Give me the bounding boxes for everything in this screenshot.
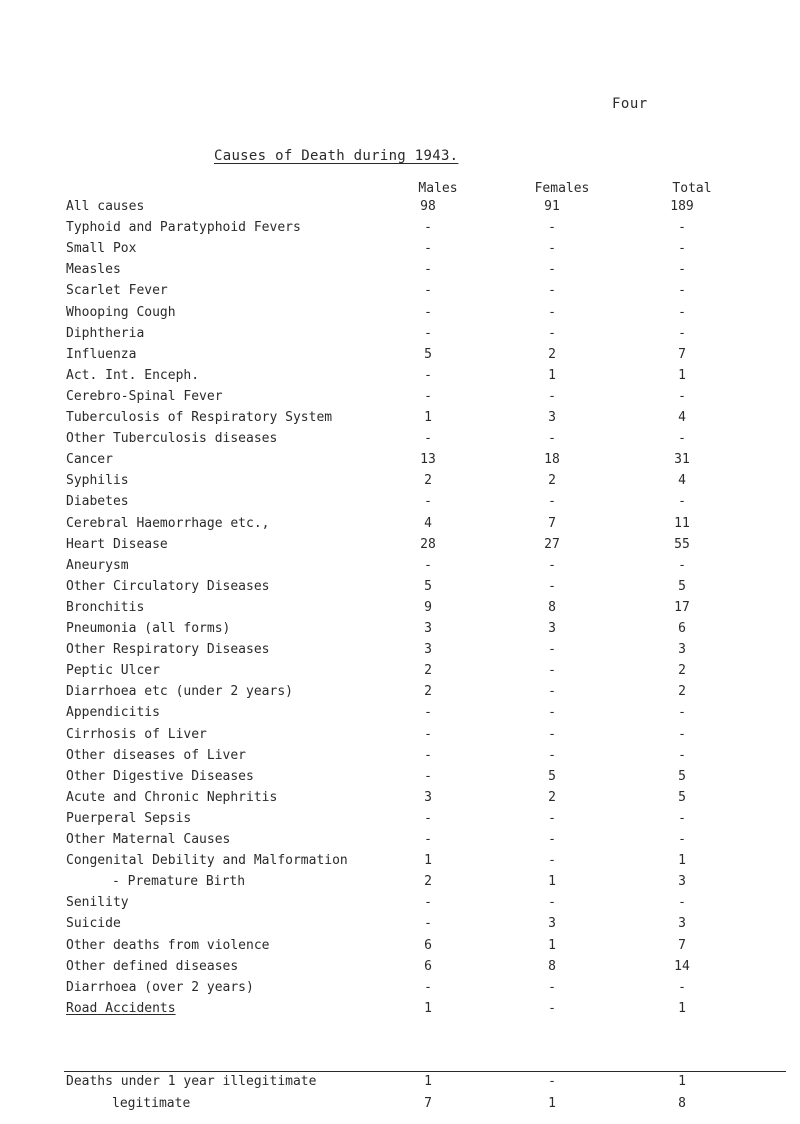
males-value: - (424, 283, 432, 299)
total-value: - (678, 241, 686, 257)
total-value: 17 (674, 599, 690, 615)
females-value: 3 (548, 916, 556, 932)
females-value: - (548, 494, 556, 510)
table-row (0, 811, 800, 831)
cause-label: Senility (66, 895, 129, 911)
females-value: - (548, 979, 556, 995)
cause-label: Scarlet Fever (66, 283, 168, 299)
females-value: 27 (544, 536, 560, 552)
total-value: - (678, 747, 686, 763)
males-value: - (424, 747, 432, 763)
total-value: 7 (678, 346, 686, 362)
total-value: - (678, 431, 686, 447)
cause-label: Cirrhosis of Liver (66, 726, 207, 742)
cause-label: Congenital Debility and Malformation (66, 853, 348, 869)
cause-label: - Premature Birth (112, 874, 246, 890)
table-row (0, 431, 800, 451)
total-value: - (678, 494, 686, 510)
total-value: 8 (678, 1096, 686, 1111)
males-value: - (424, 557, 432, 573)
females-value: - (548, 853, 556, 869)
table-row (0, 748, 800, 768)
males-value: - (424, 916, 432, 932)
males-value: - (424, 494, 432, 510)
males-value: - (424, 388, 432, 404)
total-value: - (678, 325, 686, 341)
cause-label: Tuberculosis of Respiratory System (66, 410, 333, 425)
males-value: - (424, 262, 432, 278)
table-row (0, 516, 800, 536)
total-value: - (678, 895, 686, 911)
females-value: 1 (548, 367, 556, 383)
females-value: - (548, 810, 556, 826)
total-value: - (678, 557, 686, 573)
females-value: - (548, 747, 556, 763)
females-value: 1 (548, 1096, 556, 1111)
cause-label: Appendicitis (66, 705, 160, 721)
females-value: - (548, 220, 556, 236)
females-value: 3 (548, 621, 556, 636)
total-value: - (678, 726, 686, 742)
cause-label: Other diseases of Liver (66, 747, 247, 763)
males-value: 3 (424, 789, 432, 805)
column-header-females: Females (534, 181, 590, 196)
cause-label: Other Digestive Diseases (66, 768, 254, 784)
total-value: 5 (678, 578, 686, 594)
females-value: - (548, 578, 556, 594)
cause-label: Deaths under 1 year illegitimate (66, 1074, 317, 1089)
males-value: - (424, 241, 432, 257)
females-value: - (548, 1000, 556, 1016)
cause-label: All causes (66, 199, 145, 214)
females-value: - (548, 684, 556, 700)
cause-label: Measles (66, 262, 121, 278)
total-value: 55 (674, 536, 690, 552)
males-value: - (424, 979, 432, 995)
cause-label: Other defined diseases (66, 958, 239, 974)
cause-label: Cerebral Haemorrhage etc., (66, 515, 270, 531)
cause-label: Other deaths from violence (66, 937, 270, 953)
males-value: 3 (424, 621, 432, 636)
total-value: 189 (670, 199, 694, 214)
males-value: 98 (420, 199, 436, 214)
females-value: - (548, 325, 556, 341)
table-row (0, 326, 800, 346)
total-value: 5 (678, 768, 686, 784)
cause-label: Heart Disease (66, 536, 168, 552)
total-value: - (678, 304, 686, 320)
table-row (0, 874, 800, 894)
females-value: 1 (548, 874, 556, 890)
table-row (0, 579, 800, 599)
total-value: 5 (678, 789, 686, 805)
males-value: 1 (424, 1000, 432, 1016)
total-value: 7 (678, 937, 686, 953)
table-row (0, 1074, 800, 1094)
males-value: 5 (424, 346, 432, 362)
table-row (0, 558, 800, 578)
cause-label: legitimate (112, 1096, 191, 1111)
cause-label: Diabetes (66, 494, 129, 510)
cause-label: Road Accidents (66, 1000, 176, 1016)
total-value: - (678, 262, 686, 278)
males-value: 5 (424, 578, 432, 594)
table-row (0, 663, 800, 683)
males-value: 2 (424, 874, 432, 890)
females-value: - (548, 557, 556, 573)
males-value: - (424, 810, 432, 826)
table-row (0, 790, 800, 810)
males-value: - (424, 325, 432, 341)
females-value: - (548, 832, 556, 847)
females-value: - (548, 241, 556, 257)
total-value: - (678, 388, 686, 404)
cause-label: Suicide (66, 916, 121, 932)
males-value: 3 (424, 642, 432, 658)
cause-label: Diphtheria (66, 325, 145, 341)
total-value: 6 (678, 621, 686, 636)
total-value: - (678, 705, 686, 721)
total-value: 4 (678, 473, 686, 489)
table-row (0, 537, 800, 557)
males-value: 2 (424, 684, 432, 700)
cause-label: Puerperal Sepsis (66, 810, 192, 826)
page-number: Four (612, 96, 648, 112)
table-row (0, 853, 800, 873)
females-value: 8 (548, 599, 556, 615)
table-row (0, 283, 800, 303)
table-row (0, 600, 800, 620)
table-row (0, 262, 800, 282)
males-value: 1 (424, 410, 432, 425)
cause-label: Pneumonia (all forms) (66, 621, 231, 636)
females-value: 2 (548, 789, 556, 805)
table-row (0, 832, 800, 852)
females-value: 7 (548, 515, 556, 531)
total-value: 11 (674, 515, 690, 531)
cause-label: Diarrhoea etc (under 2 years) (66, 684, 293, 700)
females-value: - (548, 895, 556, 911)
table-row (0, 220, 800, 240)
total-value: - (678, 979, 686, 995)
total-value: 2 (678, 684, 686, 700)
males-value: - (424, 304, 432, 320)
females-value: 2 (548, 473, 556, 489)
total-value: 1 (678, 1074, 686, 1089)
cause-label: Other Respiratory Diseases (66, 642, 270, 658)
females-value: - (548, 1074, 556, 1089)
table-row (0, 938, 800, 958)
cause-label: Peptic Ulcer (66, 663, 160, 679)
table-row (0, 473, 800, 493)
table-row (0, 452, 800, 472)
females-value: - (548, 283, 556, 299)
males-value: 2 (424, 473, 432, 489)
males-value: - (424, 895, 432, 911)
cause-label: Other Maternal Causes (66, 832, 231, 847)
total-value: 2 (678, 663, 686, 679)
males-value: 1 (424, 1074, 432, 1089)
table-row (0, 305, 800, 325)
total-value: - (678, 220, 686, 236)
females-value: - (548, 663, 556, 679)
males-value: - (424, 367, 432, 383)
females-value: - (548, 304, 556, 320)
total-value: 3 (678, 642, 686, 658)
table-row (0, 684, 800, 704)
cause-label: Syphilis (66, 473, 129, 489)
cause-label: Small Pox (66, 241, 137, 257)
females-value: 8 (548, 958, 556, 974)
total-value: - (678, 810, 686, 826)
cause-label: Other Tuberculosis diseases (66, 431, 278, 447)
total-value: - (678, 283, 686, 299)
table-row (0, 895, 800, 915)
total-value: 31 (674, 452, 690, 468)
table-divider (64, 1071, 786, 1072)
males-value: - (424, 832, 432, 847)
cause-label: Cerebro-Spinal Fever (66, 388, 223, 404)
females-value: 91 (544, 199, 560, 214)
males-value: - (424, 726, 432, 742)
table-row (0, 621, 800, 641)
table-row (0, 916, 800, 936)
males-value: 4 (424, 515, 432, 531)
cause-label: Influenza (66, 346, 137, 362)
males-value: 7 (424, 1096, 432, 1111)
column-header-total: Total (672, 181, 712, 196)
table-row (0, 642, 800, 662)
females-value: - (548, 388, 556, 404)
total-value: 14 (674, 958, 690, 974)
cause-label: Act. Int. Enceph. (66, 367, 200, 383)
males-value: 1 (424, 853, 432, 869)
table-row (0, 199, 800, 219)
cause-label: Bronchitis (66, 599, 145, 615)
females-value: 2 (548, 346, 556, 362)
males-value: 13 (420, 452, 436, 468)
males-value: 9 (424, 599, 432, 615)
males-value: - (424, 768, 432, 784)
males-value: 2 (424, 663, 432, 679)
males-value: - (424, 220, 432, 236)
females-value: - (548, 726, 556, 742)
table-row (0, 347, 800, 367)
cause-label: Other Circulatory Diseases (66, 578, 270, 594)
males-value: 6 (424, 958, 432, 974)
females-value: 3 (548, 410, 556, 425)
page-title: Causes of Death during 1943. (214, 148, 459, 164)
females-value: 5 (548, 768, 556, 784)
females-value: 18 (544, 452, 560, 468)
table-row (0, 769, 800, 789)
table-row (0, 494, 800, 514)
cause-label: Acute and Chronic Nephritis (66, 789, 278, 805)
females-value: - (548, 642, 556, 658)
total-value: 4 (678, 410, 686, 425)
table-row (0, 1001, 800, 1021)
table-row (0, 410, 800, 430)
females-value: - (548, 431, 556, 447)
males-value: 28 (420, 536, 436, 552)
total-value: 1 (678, 853, 686, 869)
cause-label: Typhoid and Paratyphoid Fevers (66, 220, 301, 236)
males-value: - (424, 431, 432, 447)
cause-label: Aneurysm (66, 557, 129, 573)
total-value: 1 (678, 1000, 686, 1016)
cause-label: Whooping Cough (66, 304, 176, 320)
table-row (0, 1096, 800, 1116)
column-header-males: Males (418, 181, 458, 196)
table-row (0, 727, 800, 747)
cause-label: Cancer (66, 452, 113, 468)
table-row (0, 980, 800, 1000)
total-value: - (678, 832, 686, 847)
table-row (0, 705, 800, 725)
total-value: 3 (678, 874, 686, 890)
females-value: - (548, 705, 556, 721)
males-value: - (424, 705, 432, 721)
total-value: 3 (678, 916, 686, 932)
males-value: 6 (424, 937, 432, 953)
cause-label: Diarrhoea (over 2 years) (66, 979, 254, 995)
table-row (0, 959, 800, 979)
table-row (0, 241, 800, 261)
total-value: 1 (678, 367, 686, 383)
table-row (0, 389, 800, 409)
females-value: 1 (548, 937, 556, 953)
table-row (0, 368, 800, 388)
females-value: - (548, 262, 556, 278)
